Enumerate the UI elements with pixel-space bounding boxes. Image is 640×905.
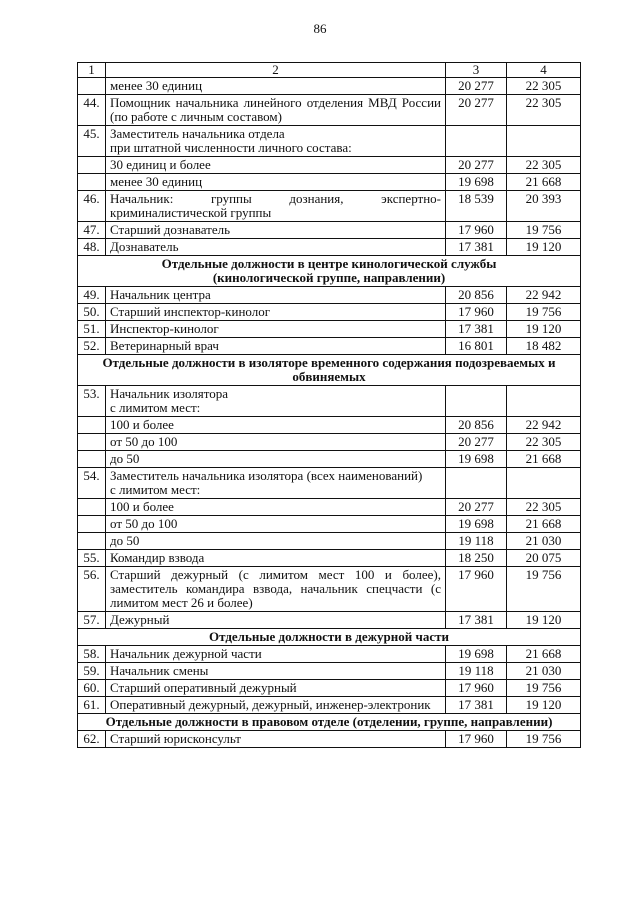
table-row (78, 222, 581, 239)
row-value-col3 (446, 468, 507, 499)
row-value-col4: 21 668 (507, 516, 581, 533)
row-value-col3: 17 381 (446, 239, 507, 256)
row-value-col3: 17 960 (446, 567, 507, 612)
table-row (78, 321, 581, 338)
table-row (78, 612, 581, 629)
row-number: 53. (78, 386, 106, 417)
row-label: Старший оперативный дежурный (106, 680, 446, 697)
row-value-col3: 17 381 (446, 321, 507, 338)
row-label-line: Заместитель начальника отдела (110, 126, 285, 141)
row-label-line: при штатной численности личного состава: (110, 140, 352, 155)
row-value-col3: 20 856 (446, 417, 507, 434)
row-label: Начальник дежурной части (106, 646, 446, 663)
row-label: Помощник начальника линейного отделения МВД России (по работе с личным составом) (106, 95, 446, 126)
table-row (78, 663, 581, 680)
row-label: Старший юрисконсульт (106, 731, 446, 748)
row-value-col4: 19 756 (507, 304, 581, 321)
row-value-col4: 22 305 (507, 434, 581, 451)
table-row (78, 174, 581, 191)
row-value-col4 (507, 126, 581, 157)
row-value-col3: 19 698 (446, 451, 507, 468)
row-value-col4: 22 305 (507, 95, 581, 126)
row-label-line: Заместитель начальника изолятора (всех наименований) (110, 468, 423, 483)
row-label (106, 126, 446, 157)
row-number: 55. (78, 550, 106, 567)
row-label: 100 и более (106, 499, 446, 516)
row-number: 47. (78, 222, 106, 239)
section-heading: Отдельные должности в изоляторе временного содержания подозреваемых и обвиняемых (78, 355, 581, 386)
row-value-col4: 21 030 (507, 663, 581, 680)
table-row (78, 451, 581, 468)
table-row (78, 157, 581, 174)
row-number: 48. (78, 239, 106, 256)
section-heading-row (78, 355, 581, 386)
header-col-4: 4 (507, 63, 581, 78)
table-row (78, 550, 581, 567)
row-value-col4: 19 120 (507, 321, 581, 338)
row-value-col4: 21 030 (507, 533, 581, 550)
row-value-col4: 21 668 (507, 646, 581, 663)
row-number (78, 516, 106, 533)
row-label (106, 386, 446, 417)
row-value-col4: 22 942 (507, 287, 581, 304)
row-label-line: с лимитом мест: (110, 482, 201, 497)
row-label: менее 30 единиц (106, 78, 446, 95)
row-value-col4 (507, 468, 581, 499)
table-row (78, 697, 581, 714)
row-number: 56. (78, 567, 106, 612)
row-number (78, 451, 106, 468)
section-heading (78, 256, 581, 287)
row-number: 46. (78, 191, 106, 222)
table-row (78, 287, 581, 304)
row-value-col3: 17 381 (446, 612, 507, 629)
row-value-col4: 18 482 (507, 338, 581, 355)
salary-table (77, 62, 581, 748)
row-number (78, 157, 106, 174)
row-number: 57. (78, 612, 106, 629)
row-number (78, 533, 106, 550)
row-label: Оперативный дежурный, дежурный, инженер-электроник (106, 697, 446, 714)
row-value-col4: 22 305 (507, 78, 581, 95)
row-value-col3: 19 698 (446, 174, 507, 191)
table-row (78, 499, 581, 516)
row-value-col3: 20 856 (446, 287, 507, 304)
row-label: Старший дознаватель (106, 222, 446, 239)
row-label: 30 единиц и более (106, 157, 446, 174)
table-row (78, 680, 581, 697)
row-number: 51. (78, 321, 106, 338)
row-label: до 50 (106, 533, 446, 550)
row-number: 45. (78, 126, 106, 157)
row-number: 58. (78, 646, 106, 663)
row-value-col3: 19 698 (446, 646, 507, 663)
row-number (78, 499, 106, 516)
row-label: Начальник смены (106, 663, 446, 680)
section-heading-row (78, 629, 581, 646)
row-value-col3: 20 277 (446, 499, 507, 516)
row-value-col4: 19 756 (507, 680, 581, 697)
table-row (78, 338, 581, 355)
row-number: 54. (78, 468, 106, 499)
row-value-col3: 17 960 (446, 222, 507, 239)
row-value-col4: 19 756 (507, 567, 581, 612)
row-label: Ветеринарный врач (106, 338, 446, 355)
table-row (78, 533, 581, 550)
table-row (78, 567, 581, 612)
page-number: 86 (313, 21, 327, 36)
row-number: 44. (78, 95, 106, 126)
row-value-col4: 20 393 (507, 191, 581, 222)
row-label: Начальник центра (106, 287, 446, 304)
row-label: Старший дежурный (с лимитом мест 100 и более), заместитель командира взвода, начальник спецчасти (с лимитом мест 26 и более) (106, 567, 446, 612)
row-value-col3: 17 960 (446, 680, 507, 697)
header-col-2: 2 (106, 63, 446, 78)
row-value-col3: 16 801 (446, 338, 507, 355)
header-col-1: 1 (78, 63, 106, 78)
table-row (78, 434, 581, 451)
row-number: 61. (78, 697, 106, 714)
row-value-col3: 17 960 (446, 304, 507, 321)
row-value-col3: 20 277 (446, 78, 507, 95)
row-value-col3: 19 118 (446, 533, 507, 550)
row-value-col4: 21 668 (507, 451, 581, 468)
row-number: 62. (78, 731, 106, 748)
row-value-col3: 19 698 (446, 516, 507, 533)
row-value-col4: 22 305 (507, 499, 581, 516)
row-value-col3: 18 539 (446, 191, 507, 222)
table-row (78, 78, 581, 95)
row-label: Командир взвода (106, 550, 446, 567)
row-label: от 50 до 100 (106, 516, 446, 533)
table-row (78, 468, 581, 499)
row-number: 59. (78, 663, 106, 680)
row-label: от 50 до 100 (106, 434, 446, 451)
row-value-col4: 22 305 (507, 157, 581, 174)
row-label: Старший инспектор-кинолог (106, 304, 446, 321)
row-value-col4 (507, 386, 581, 417)
row-label: менее 30 единиц (106, 174, 446, 191)
table-row (78, 126, 581, 157)
row-value-col4: 21 668 (507, 174, 581, 191)
row-value-col3 (446, 386, 507, 417)
section-heading: Отдельные должности в дежурной части (78, 629, 581, 646)
section-heading-row (78, 714, 581, 731)
section-heading-row (78, 256, 581, 287)
row-label: Инспектор-кинолог (106, 321, 446, 338)
table-row (78, 191, 581, 222)
row-value-col3: 19 118 (446, 663, 507, 680)
row-value-col4: 22 942 (507, 417, 581, 434)
salary-table-body (78, 63, 581, 748)
row-value-col3: 17 381 (446, 697, 507, 714)
table-row (78, 731, 581, 748)
row-number: 60. (78, 680, 106, 697)
row-label: Дознаватель (106, 239, 446, 256)
row-value-col3: 17 960 (446, 731, 507, 748)
row-label-line: Отдельные должности в центре кинологической службы (161, 256, 497, 271)
table-row (78, 239, 581, 256)
row-label: Начальник: группы дознания, экспертно-криминалистической группы (106, 191, 446, 222)
row-value-col3: 20 277 (446, 157, 507, 174)
row-value-col4: 19 756 (507, 222, 581, 239)
row-label-line: (кинологической группе, направлении) (212, 270, 446, 285)
table-row (78, 386, 581, 417)
row-label: до 50 (106, 451, 446, 468)
row-label (106, 468, 446, 499)
row-number (78, 78, 106, 95)
row-value-col4: 19 120 (507, 612, 581, 629)
row-label-line: Начальник изолятора (110, 386, 229, 401)
row-number: 52. (78, 338, 106, 355)
row-number (78, 174, 106, 191)
row-value-col4: 19 120 (507, 239, 581, 256)
row-number (78, 434, 106, 451)
table-row (78, 95, 581, 126)
row-value-col3: 20 277 (446, 95, 507, 126)
row-number: 50. (78, 304, 106, 321)
row-value-col3: 20 277 (446, 434, 507, 451)
row-label-line: с лимитом мест: (110, 400, 201, 415)
row-value-col4: 19 756 (507, 731, 581, 748)
row-value-col4: 20 075 (507, 550, 581, 567)
row-value-col4: 19 120 (507, 697, 581, 714)
row-number (78, 417, 106, 434)
row-label: 100 и более (106, 417, 446, 434)
table-header-row (78, 63, 581, 78)
section-heading: Отдельные должности в правовом отделе (отделении, группе, направлении) (78, 714, 581, 731)
table-row (78, 646, 581, 663)
row-value-col3 (446, 126, 507, 157)
table-row (78, 516, 581, 533)
table-row (78, 417, 581, 434)
row-value-col3: 18 250 (446, 550, 507, 567)
row-number: 49. (78, 287, 106, 304)
row-label: Дежурный (106, 612, 446, 629)
header-col-3: 3 (446, 63, 507, 78)
table-row (78, 304, 581, 321)
